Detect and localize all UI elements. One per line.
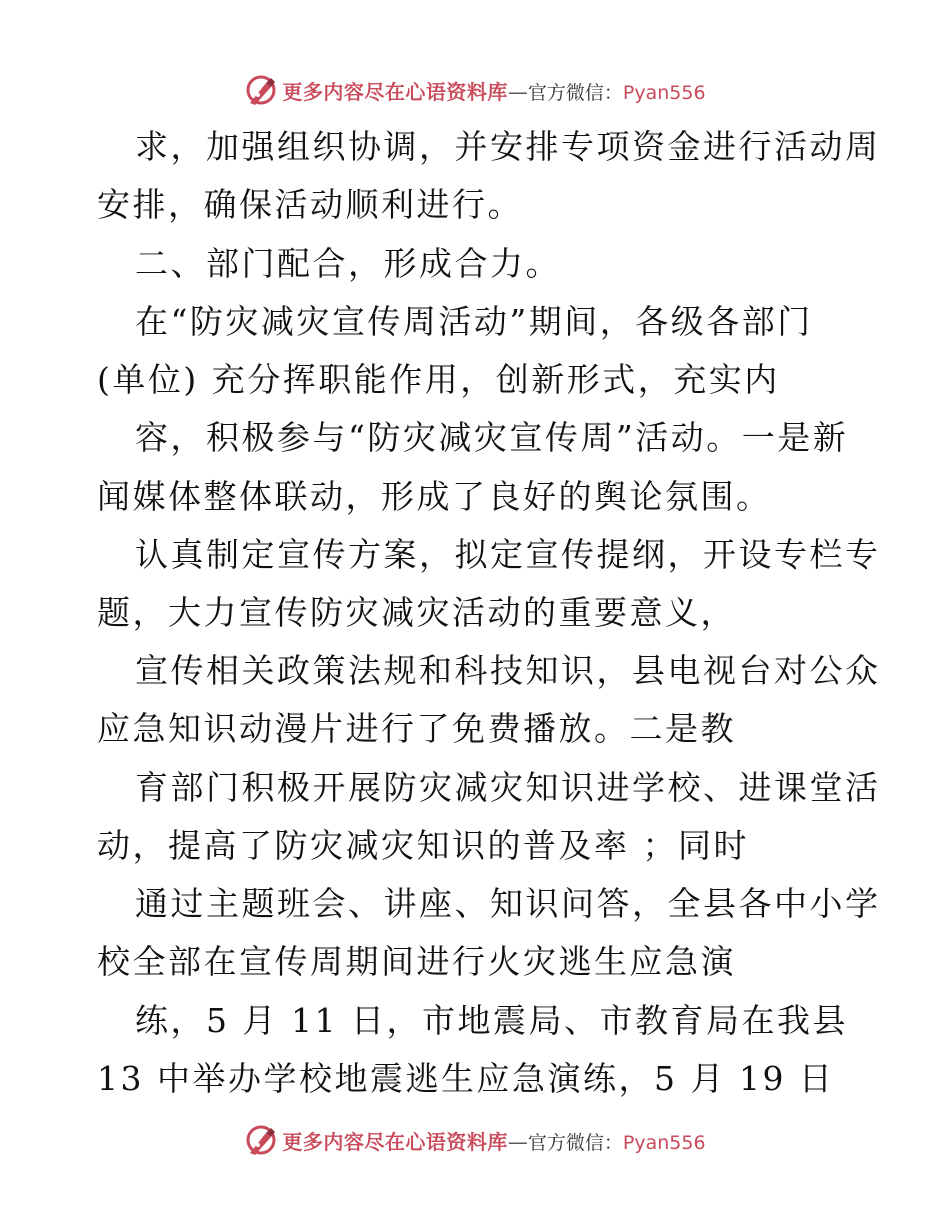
text-line: 13 中举办学校地震逃生应急演练，5 月 19 日 <box>97 1059 835 1098</box>
text-line: 育部门积极开展防灾减灾知识进学校、进课堂活 <box>135 768 881 807</box>
text-line: 容，积极参与“防灾减灾宣传周”活动。一是新 <box>135 418 849 457</box>
footer-banner <box>0 1122 950 1158</box>
text-line: 求，加强组织协调，并安排专项资金进行活动周 <box>135 127 881 166</box>
banner-wechat-id: Pyan556 <box>622 1131 706 1154</box>
text-line: 二、部门配合，形成合力。 <box>135 244 561 283</box>
header-banner <box>0 72 950 108</box>
banner-wechat-label: 官方微信： <box>527 81 623 104</box>
text-line: 闻媒体整体联动，形成了良好的舆论氛围。 <box>97 477 772 516</box>
banner-wechat-id: Pyan556 <box>622 81 706 104</box>
text-line: 校全部在宣传周期间进行火灾逃生应急演 <box>97 942 736 981</box>
text-line: (单位) 充分挥职能作用，创新形式，充实内 <box>97 360 780 399</box>
pen-logo-icon <box>244 1123 280 1157</box>
text-line: 应急知识动漫片进行了免费播放。二是教 <box>97 709 736 748</box>
banner-dash: — <box>507 1129 528 1154</box>
pen-logo-icon <box>244 73 280 107</box>
banner-site-name: 更多内容尽在心语资料库 <box>282 1129 508 1154</box>
text-line: 认真制定宣传方案，拟定宣传提纲，开设专栏专 <box>135 535 881 574</box>
text-line: 宣传相关政策法规和科技知识，县电视台对公众 <box>135 651 881 690</box>
text-line: 练，5 月 11 日，市地震局、市教育局在我县 <box>135 1001 848 1040</box>
banner-site-name: 更多内容尽在心语资料库 <box>282 79 508 104</box>
banner-wechat-label: 官方微信： <box>527 1131 623 1154</box>
text-line: 题，大力宣传防灾减灾活动的重要意义， <box>97 593 736 632</box>
text-line: 动，提高了防灾减灾知识的普及率 ；同时 <box>97 826 749 865</box>
text-line: 在“防灾减灾宣传周活动”期间，各级各部门 <box>135 302 813 341</box>
text-line: 安排，确保活动顺利进行。 <box>97 185 523 224</box>
banner-dash: — <box>507 79 528 104</box>
text-line: 通过主题班会、讲座、知识问答，全县各中小学 <box>135 884 881 923</box>
